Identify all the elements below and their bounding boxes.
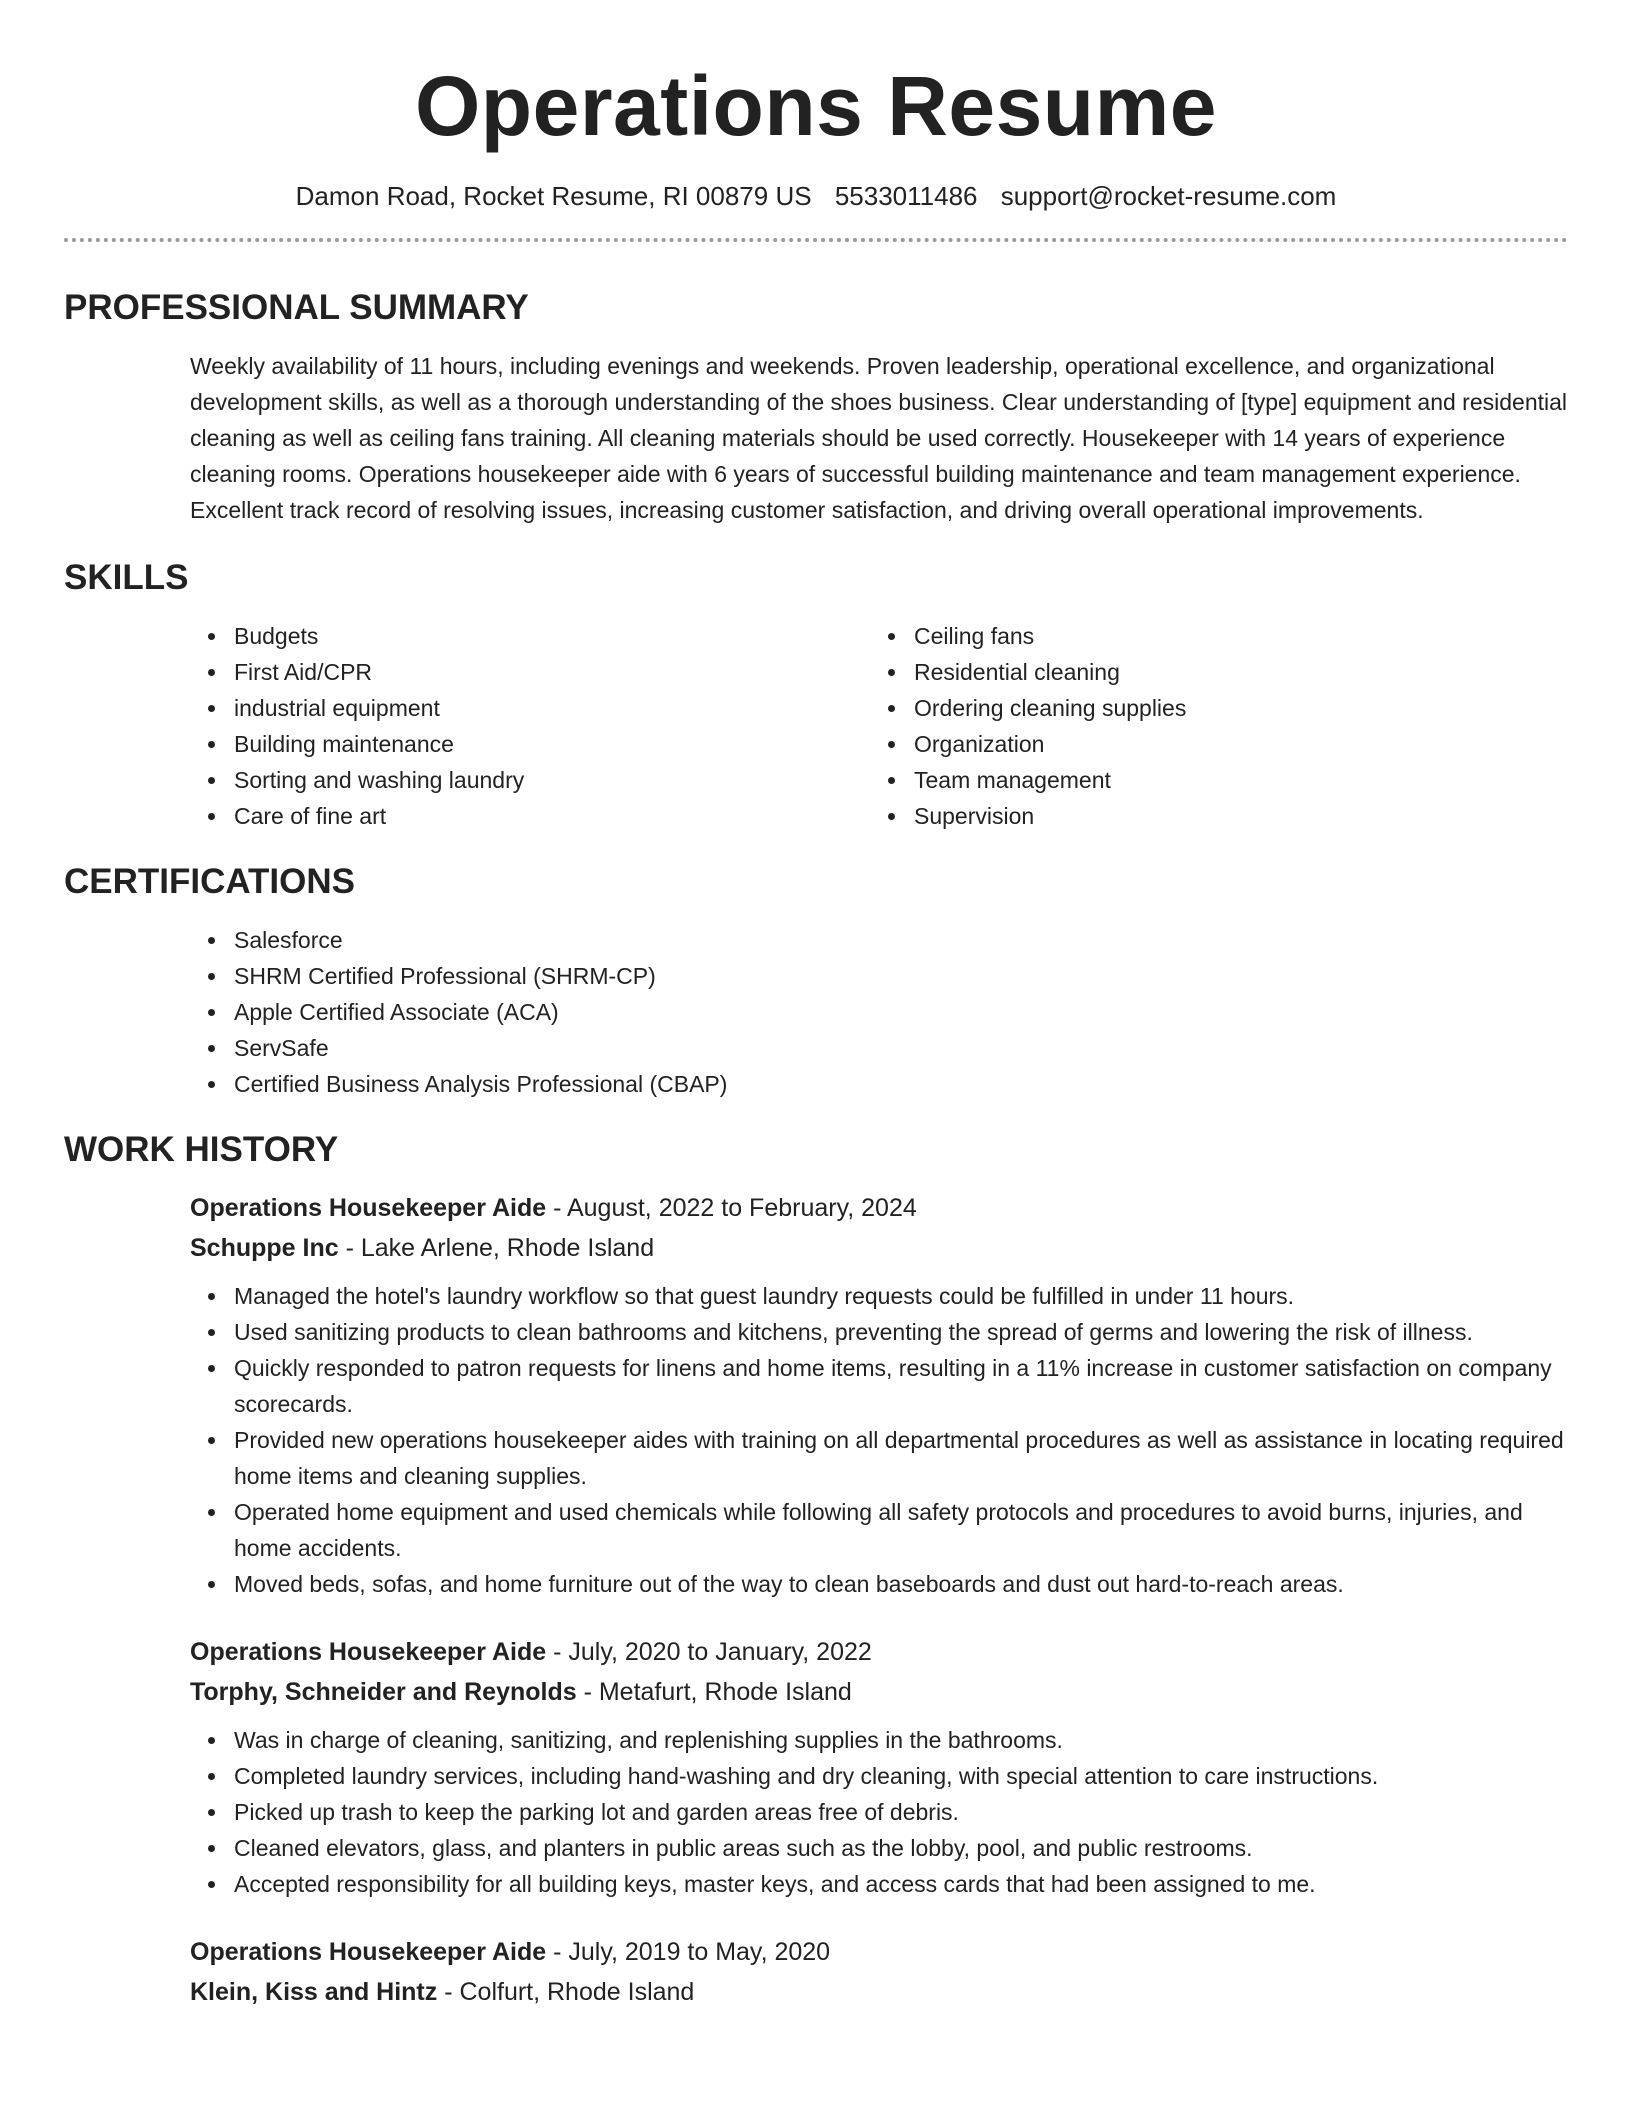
job-role: Operations Housekeeper Aide [190,1194,547,1222]
job-dates: - August, 2022 to February, 2024 [546,1194,917,1222]
job-dates: - July, 2020 to January, 2022 [546,1638,872,1666]
certifications-heading: CERTIFICATIONS [64,862,356,901]
list-item: First Aid/CPR [234,654,870,690]
list-item: Sorting and washing laundry [234,762,870,798]
job-company-line [190,1228,1568,1268]
list-item: Supervision [914,798,1550,834]
list-item: Residential cleaning [914,654,1550,690]
list-item: Building maintenance [234,726,870,762]
job-title-line [190,1932,1568,1972]
summary-section [64,286,1568,528]
certifications-list [190,922,1568,1102]
summary-heading: PROFESSIONAL SUMMARY [64,288,529,327]
resume-page [64,0,1568,2042]
job-dates: - July, 2019 to May, 2020 [546,1938,831,1966]
list-item: SHRM Certified Professional (SHRM-CP) [234,958,1568,994]
job-location: - Colfurt, Rhode Island [437,1978,695,2006]
work-history-section [64,1128,1568,2012]
list-item: Moved beds, sofas, and home furniture out of the way to clean baseboards and dust out hard-to-reach areas. [234,1566,1568,1602]
list-item: Certified Business Analysis Professional (CBAP) [234,1066,1568,1102]
list-item: Provided new operations housekeeper aides with training on all departmental procedures as well as assistance in locating required home items and cleaning supplies. [234,1422,1568,1494]
job-entry [190,1188,1568,1602]
list-item: Apple Certified Associate (ACA) [234,994,1568,1030]
resume-title: Operations Resume [414,59,1218,153]
list-item: Used sanitizing products to clean bathrooms and kitchens, preventing the spread of germs and lowering the risk of illness. [234,1314,1568,1350]
list-item: Operated home equipment and used chemicals while following all safety protocols and procedures to avoid burns, injuries, and home accidents. [234,1494,1568,1566]
job-entry [190,1932,1568,2012]
skills-list-right [870,618,1550,834]
job-company: Schuppe Inc [190,1234,339,1262]
job-location: - Metafurt, Rhode Island [576,1678,852,1706]
job-bullets [190,1278,1568,1602]
job-location: - Lake Arlene, Rhode Island [338,1234,655,1262]
contact-email: support@rocket-resume.com [1000,181,1337,211]
job-company: Klein, Kiss and Hintz [190,1978,438,2006]
list-item: industrial equipment [234,690,870,726]
list-item: Ceiling fans [914,618,1550,654]
job-role: Operations Housekeeper Aide [190,1938,547,1966]
list-item: Budgets [234,618,870,654]
certifications-section [64,860,1568,1102]
summary-text: Weekly availability of 11 hours, including evenings and weekends. Proven leadership, operational excellence, and organizational development skills, as well as a thorough understanding of the shoes business. Clear understanding of [type] equipment and residential cleaning as well as ceiling fans training. All cleaning materials should be used correctly. Housekeeper with 14 years of experience cleaning rooms. Operations housekeeper aide with 6 years of successful building maintenance and team management experience. Excellent track record of resolving issues, increasing customer satisfaction, and driving overall operational improvements. [190,353,1568,523]
list-item: Managed the hotel's laundry workflow so that guest laundry requests could be fulfilled in under 11 hours. [234,1278,1568,1314]
contact-line [64,178,1568,214]
list-item: Accepted responsibility for all building keys, master keys, and access cards that had been assigned to me. [234,1866,1568,1902]
list-item: Ordering cleaning supplies [914,690,1550,726]
job-title-line [190,1632,1568,1672]
contact-phone: 5533011486 [834,181,978,211]
list-item: Salesforce [234,922,1568,958]
list-item: Picked up trash to keep the parking lot and garden areas free of debris. [234,1794,1568,1830]
job-bullets [190,1722,1568,1902]
job-title-line [190,1188,1568,1228]
job-company: Torphy, Schneider and Reynolds [190,1678,577,1706]
skills-section [64,556,1568,834]
contact-address: Damon Road, Rocket Resume, RI 00879 US [295,181,812,211]
job-entry [190,1632,1568,1902]
job-role: Operations Housekeeper Aide [190,1638,547,1666]
skills-heading: SKILLS [64,558,189,597]
list-item: Cleaned elevators, glass, and planters in public areas such as the lobby, pool, and public restrooms. [234,1830,1568,1866]
list-item: Team management [914,762,1550,798]
list-item: Was in charge of cleaning, sanitizing, and replenishing supplies in the bathrooms. [234,1722,1568,1758]
list-item: Completed laundry services, including hand-washing and dry cleaning, with special attention to care instructions. [234,1758,1568,1794]
list-item: Care of fine art [234,798,870,834]
list-item: Organization [914,726,1550,762]
skills-list-left [190,618,870,834]
job-company-line [190,1972,1568,2012]
header-divider [64,238,1568,242]
list-item: Quickly responded to patron requests for linens and home items, resulting in a 11% increase in customer satisfaction on company scorecards. [234,1350,1568,1422]
job-company-line [190,1672,1568,1712]
list-item: ServSafe [234,1030,1568,1066]
work-history-heading: WORK HISTORY [64,1130,339,1169]
